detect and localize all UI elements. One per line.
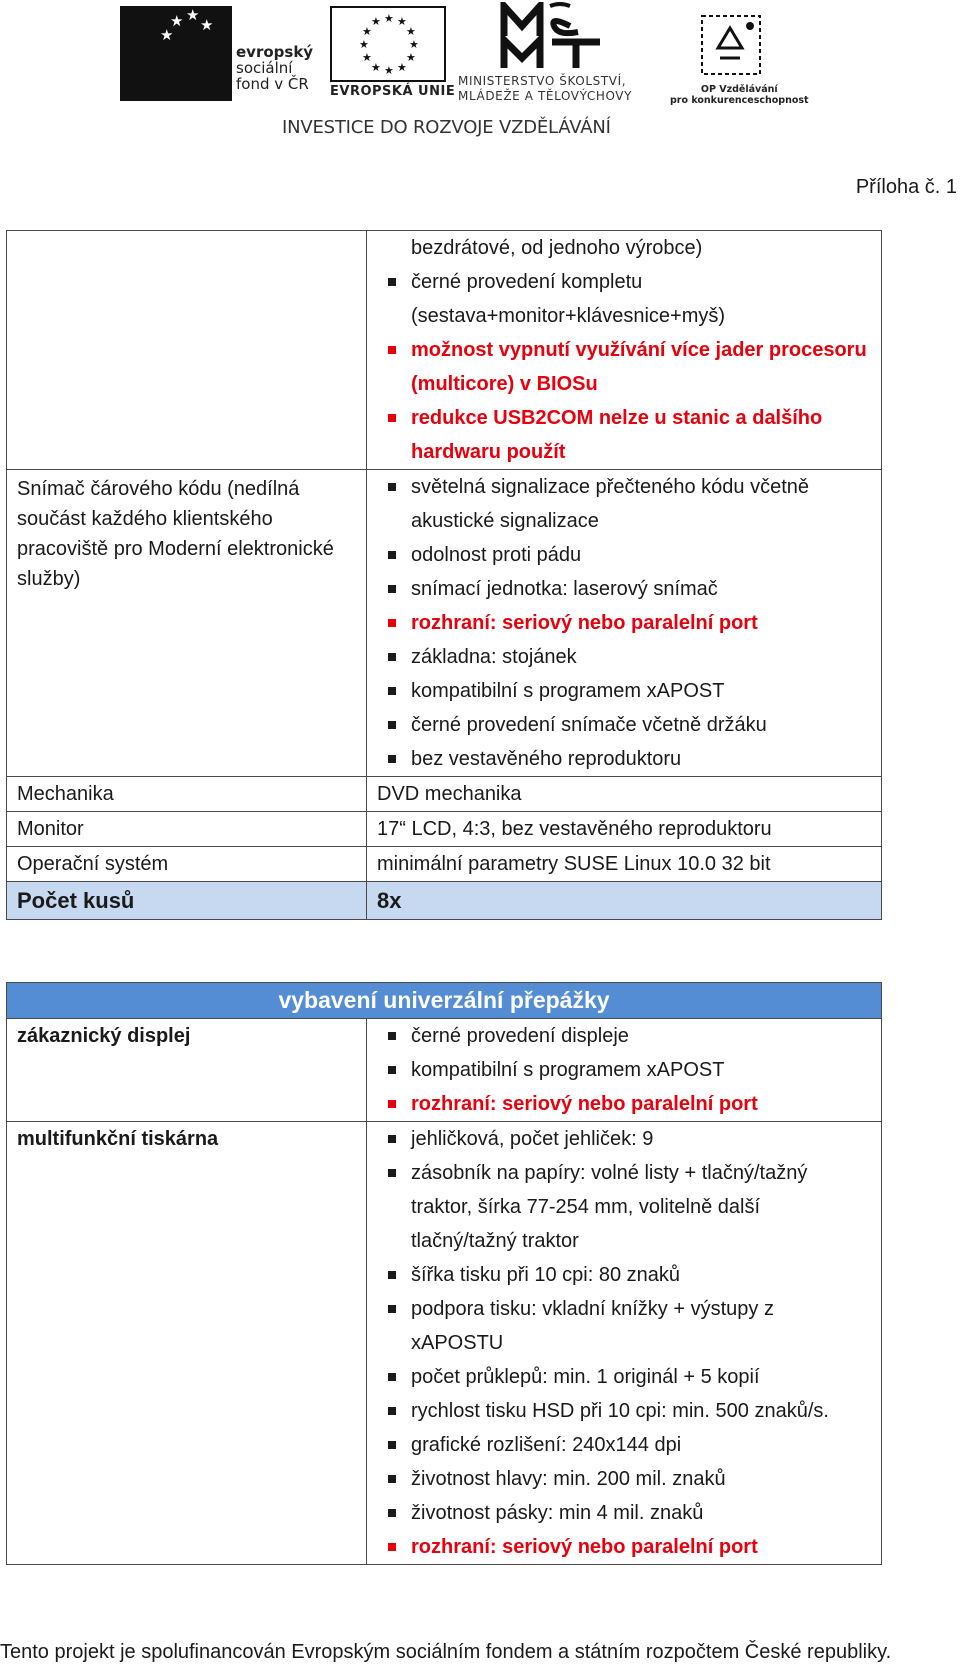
list-item: životnost pásky: min 4 mil. znaků [411, 1496, 871, 1530]
table-title: vybavení univerzální přepážky [7, 983, 882, 1019]
star-icon: ★ [160, 27, 174, 44]
list-item: životnost hlavy: min. 200 mil. znaků [411, 1462, 871, 1496]
star-icon: ★ [384, 13, 394, 25]
count-label: Počet kusů [7, 882, 367, 920]
star-icon: ★ [397, 16, 407, 28]
star-icon: ★ [371, 62, 381, 74]
star-icon: ★ [384, 65, 394, 77]
list-item: rychlost tisku HSD při 10 cpi: min. 500 znaků/s. [411, 1394, 871, 1428]
logo-banner [0, 0, 960, 150]
list-item: jehličková, počet jehliček: 9 [411, 1122, 871, 1156]
display-specs-list [377, 1019, 871, 1121]
star-icon: ★ [359, 39, 369, 51]
scanner-specs-list [377, 470, 871, 776]
list-item: bez vestavěného reproduktoru [411, 742, 871, 776]
list-item: grafické rozlišení: 240x144 dpi [411, 1428, 871, 1462]
list-item: počet průklepů: min. 1 originál + 5 kopií [411, 1360, 871, 1394]
continuation-text: bezdrátové, od jednoho výrobce) [411, 237, 703, 259]
row-label: Monitor [7, 812, 367, 847]
star-icon: ★ [371, 16, 381, 28]
count-row [7, 882, 882, 920]
star-icon: ★ [200, 17, 214, 34]
counter-equipment-table [6, 982, 882, 1565]
star-icon: ★ [170, 13, 184, 30]
list-item: kompatibilní s programem xAPOST [411, 1053, 871, 1087]
row-value: minimální parametry SUSE Linux 10.0 32 bit [367, 847, 882, 882]
footer-text: Tento projekt je spolufinancován Evropským sociálním fondem a státním rozpočtem České republiky. [0, 1641, 892, 1663]
table-row [7, 777, 882, 812]
empty-cell [7, 231, 367, 470]
list-item: redukce USB2COM nelze u stanic a dalšího hardwaru použít [411, 401, 871, 469]
star-icon: ★ [397, 62, 407, 74]
table-row [7, 231, 882, 470]
row-label: Operační systém [7, 847, 367, 882]
list-item: zásobník na papíry: volné listy + tlačný/tažný traktor, šírka 77-254 mm, volitelně další tlačný/tažný traktor [411, 1156, 871, 1258]
count-value: 8x [367, 882, 882, 920]
star-icon: ★ [362, 52, 372, 64]
list-item: rozhraní: seriový nebo paralelní port [411, 1087, 871, 1121]
display-specs-cell [367, 1019, 882, 1122]
esf-name: evropský sociální fond v ČR [236, 43, 314, 93]
display-label: zákaznický displej [7, 1019, 367, 1122]
list-item: černé provedení snímače včetně držáku [411, 708, 871, 742]
row-value: 17“ LCD, 4:3, bez vestavěného reproduktoru [367, 812, 882, 847]
table-row [7, 847, 882, 882]
table-row [7, 1122, 882, 1565]
star-icon: ★ [362, 26, 372, 38]
row-value: DVD mechanika [367, 777, 882, 812]
list-item: šířka tisku při 10 cpi: 80 znaků [411, 1258, 871, 1292]
table-row [7, 470, 882, 777]
msmt-label: MINISTERSTVO ŠKOLSTVÍ, MLÁDEŽE A TĚLOVÝCHOVY [458, 74, 633, 103]
row-label: Mechanika [7, 777, 367, 812]
table-row [7, 812, 882, 847]
scanner-specs-cell [367, 470, 882, 777]
op-logo [696, 10, 766, 80]
list-item: základna: stojánek [411, 640, 871, 674]
star-icon: ★ [409, 39, 419, 51]
table-row [7, 1019, 882, 1122]
list-item: odolnost proti pádu [411, 538, 871, 572]
list-item: kompatibilní s programem xAPOST [411, 674, 871, 708]
op-label: OP Vzdělávání pro konkurenceschopnost [670, 84, 809, 106]
msmt-logo [500, 2, 610, 72]
eu-flag [330, 6, 446, 82]
list-item: rozhraní: seriový nebo paralelní port [411, 1530, 871, 1564]
list-item: světelná signalizace přečteného kódu včetně akustické signalizace [411, 470, 871, 538]
list-item: černé provedení kompletu (sestava+monitor+klávesnice+myš) [411, 265, 871, 333]
specs-table [6, 230, 882, 920]
slogan: INVESTICE DO ROZVOJE VZDĚLÁVÁNÍ [282, 117, 611, 138]
scanner-label: Snímač čárového kódu (nedílná součást každého klientského pracoviště pro Moderní elektronické služby) [7, 470, 367, 777]
list-item: snímací jednotka: laserový snímač [411, 572, 871, 606]
printer-specs-cell [367, 1122, 882, 1565]
list-item: černé provedení displeje [411, 1019, 871, 1053]
list-item: rozhraní: seriový nebo paralelní port [411, 606, 871, 640]
printer-specs-list [377, 1122, 871, 1564]
list-item: podpora tisku: vkladní knížky + výstupy z xAPOSTU [411, 1292, 871, 1360]
printer-label: multifunkční tiskárna [7, 1122, 367, 1565]
star-icon: ★ [406, 26, 416, 38]
table-header-row [7, 983, 882, 1019]
esf-logo [120, 6, 232, 101]
pc-specs-list [377, 265, 871, 469]
annex-number: Příloha č. 1 [855, 176, 957, 198]
list-item: možnost vypnutí využívání více jader procesoru (multicore) v BIOSu [411, 333, 871, 401]
star-icon: ★ [186, 7, 200, 24]
pc-specs-cell [367, 231, 882, 470]
star-icon: ★ [406, 52, 416, 64]
eu-label: EVROPSKÁ UNIE [330, 84, 456, 99]
